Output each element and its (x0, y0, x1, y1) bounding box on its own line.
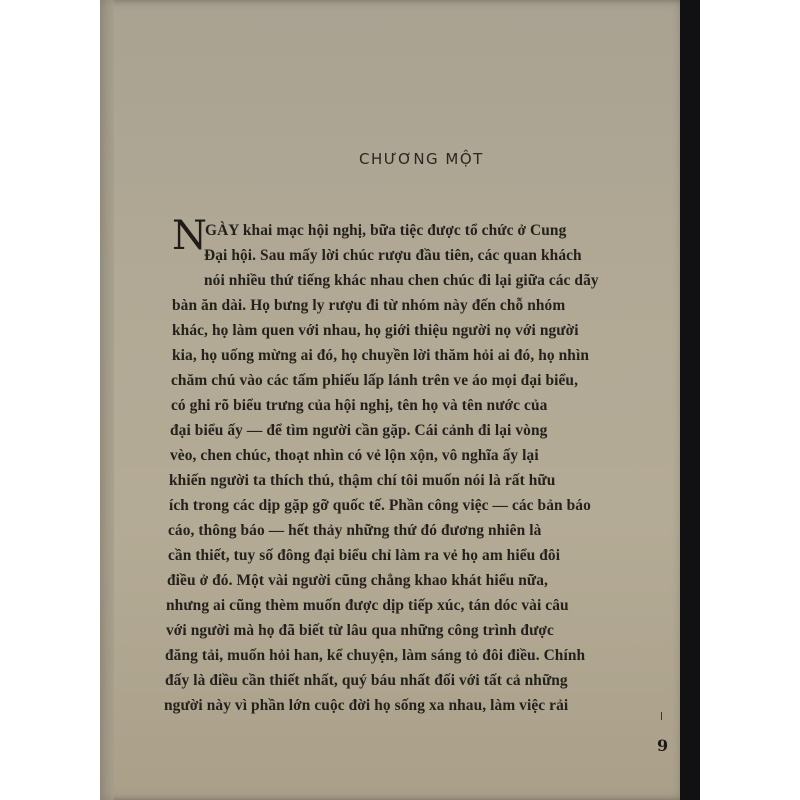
text-line-18: đăng tải, muốn hỏi han, kể chuyện, làm sáng tỏ đôi điều. Chính (165, 647, 586, 664)
text-line-5: khác, họ làm quen với nhau, họ giới thiệu người nọ với người (172, 322, 579, 339)
text-line-19: đấy là điều cần thiết nhất, quý báu nhất đối với tất cả những (165, 672, 568, 689)
text-line-4: bàn ăn dài. Họ bưng ly rượu đi từ nhóm này đến chỗ nhóm (172, 297, 566, 314)
text-line-7: chăm chú vào các tấm phiếu lấp lánh trên ve áo mọi đại biểu, (171, 372, 579, 389)
book-spine-edge (680, 0, 700, 800)
chapter-title: CHƯƠNG MỘT (359, 150, 484, 168)
text-line-13: cáo, thông báo — hết thảy những thứ đó đương nhiên là (168, 522, 542, 539)
drop-cap: N (172, 213, 207, 259)
text-line-9: đại biểu ấy — để tìm người cần gặp. Cái cảnh đi lại vòng (170, 422, 548, 439)
text-line-15: điều ở đó. Một vài người cũng chẳng khao khát hiểu nữa, (167, 572, 548, 589)
text-line-14: cần thiết, tuy số đông đại biểu chỉ làm ra vẻ họ am hiểu đôi (168, 547, 561, 564)
text-line-1: GÀY khai mạc hội nghị, bữa tiệc được tổ chức ở Cung (205, 222, 567, 239)
text-line-6: kia, họ uống mừng ai đó, họ chuyền lời thăm hỏi ai đó, họ nhìn (172, 347, 589, 364)
margin-tick-mark (661, 712, 662, 720)
text-line-16: nhưng ai cũng thèm muốn được dịp tiếp xúc, tán dóc vài câu (166, 597, 569, 614)
text-line-10: vèo, chen chúc, thoạt nhìn có vẻ lộn xộn, vô nghĩa ấy lại (170, 447, 539, 464)
text-line-8: có ghi rõ biểu trưng của hội nghị, tên họ và tên nước của (171, 397, 548, 414)
text-line-17: với người mà họ đã biết từ lâu qua những công trình được (166, 622, 554, 639)
page-number: 9 (657, 736, 669, 755)
page-fold (100, 0, 114, 800)
text-line-11: khiến người ta thích thú, thậm chí tôi muốn nói là rất hữu (169, 472, 556, 489)
text-line-3: nói nhiều thứ tiếng khác nhau chen chúc đi lại giữa các dãy (204, 272, 599, 289)
text-line-12: ích trong các dịp gặp gỡ quốc tế. Phần công việc — các bản báo (169, 497, 591, 514)
text-line-2: Đại hội. Sau mấy lời chúc rượu đầu tiên, các quan khách (204, 247, 582, 264)
text-line-20: người này vì phần lớn cuộc đời họ sống xa nhau, làm việc rải (164, 697, 569, 714)
